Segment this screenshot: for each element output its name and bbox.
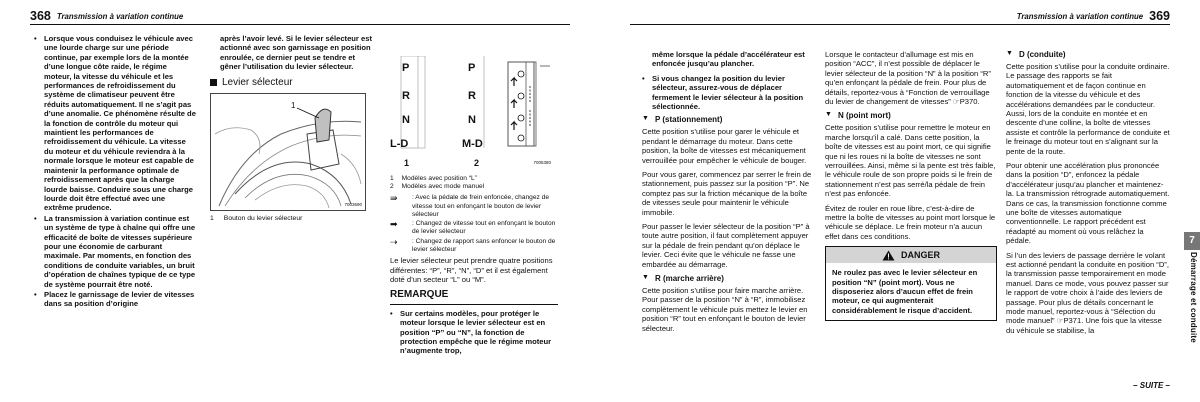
left-header — [30, 6, 183, 22]
chapter-tab: 7 — [1184, 232, 1200, 250]
pattern1-p: P — [402, 62, 410, 74]
paragraph: Évitez de rouler en roue libre, c’est-à-dire de mettre la boîte de vitesses au point mort lorsque le véhicule se déplace. Le frein moteur n’a aucun effet dans ces conditions. — [825, 203, 996, 241]
left-running-title: Transmission à variation continue — [56, 12, 184, 22]
pattern2-p: P — [468, 62, 476, 74]
left-col-2 — [210, 34, 376, 223]
subsection-n: ▼ N (point mort) — [825, 111, 891, 121]
subsection-p: ▼ P (stationnement) — [642, 115, 723, 125]
paragraph: Cette position s’utilise pour faire marche arrière. Pour passer de la position “N” à “R”, immobilisez complètement le véhicule puis mettez le levier en position “R” tout en enfonçant le bouton de levier sélecteur. — [642, 285, 808, 333]
pattern1-n: N — [402, 114, 410, 126]
continued-bullet: après l’avoir levé. Si le levier sélecteur est actionné avec son garnissage en position enroulée, ce dernier peut se tendre et gêner l’utilisation du levier sélecteur. — [220, 34, 372, 72]
danger-box — [825, 246, 997, 321]
right-running-title: Transmission à variation continue — [1016, 12, 1144, 22]
right-page-number: 369 — [1149, 8, 1170, 23]
pattern2-n: N — [468, 114, 476, 126]
paragraph: Cette position s’utilise pour la conduite ordinaire. Le passage des rapports se fait automatiquement et de façon continue en fonction de la vitesse du véhicule et des accélérations demandées par le conducteur. Aussi, lors de la conduite en montée et en descente d’une colline, la boîte de vitesses assiste et contrôle la performance de conduite et le freinage du moteur tout en s’alignant sur la pente de la route. — [1006, 61, 1170, 156]
lever-illustration — [211, 94, 366, 211]
triangle-down-icon: ▼ — [825, 111, 832, 119]
right-col-1 — [642, 50, 812, 338]
left-col-3 — [390, 56, 558, 357]
list-item: • Sur certains modèles, pour protéger le moteur lorsque le levier sélecteur est en position “P” ou “N”, la fonction de protection empêche que le régime moteur n’augmente trop, — [390, 308, 552, 356]
paragraph: Le levier sélecteur peut prendre quatre positions différentes: “P”, “R”, “N”, “D” et il est également doté d’un secteur “L” ou “M”. — [390, 256, 553, 284]
paragraph: Lorsque le contacteur d’allumage est mis en position “ACC”, il n’est possible de déplacer le levier sélecteur de la position “N” à la position “R” qu’en enfonçant la pédale de frein. Pour plus de détails, reportez-vous à “Fonction de verrouillage du levier de changement de vitesses” ☞P370. — [825, 50, 991, 107]
continued-marker: – SUITE – — [1133, 381, 1170, 390]
section-title: Levier sélecteur — [210, 77, 376, 89]
figure-caption: 1 Bouton du levier sélecteur — [210, 215, 303, 223]
left-page-number: 368 — [30, 8, 51, 23]
left-header-rule — [30, 24, 570, 25]
figure-code: 7005380 — [533, 160, 551, 165]
list-item: • Si vous changez la position du levier sélecteur, assurez-vous de déplacer fermement le levier sélecteur à la position sélectionnée. — [642, 73, 804, 112]
square-bullet-icon — [210, 79, 217, 86]
left-col-1 — [34, 34, 196, 310]
pattern2-label: 2 — [474, 158, 480, 168]
shift-pattern-captions — [390, 175, 558, 254]
warning-icon — [882, 250, 895, 261]
chapter-label: Démarrage et conduite — [1189, 252, 1198, 343]
legend-row: ⇢ : Changez de rapport sans enfoncer le bouton de levier sélecteur — [390, 236, 556, 253]
subsection-r: ▼ R (marche arrière) — [642, 274, 724, 284]
figure-callout: 1 — [291, 101, 296, 111]
danger-header: DANGER — [826, 247, 996, 263]
pattern2-r: R — [468, 90, 476, 102]
right-page — [630, 0, 1200, 402]
caption-row: 2 Modèles avec mode manuel — [390, 183, 485, 191]
paragraph: Cette position s’utilise pour garer le véhicule et pendant le démarrage du moteur. Dans cette position, la boîte de vitesses est mécaniquement verrouillée pour empêcher le véhicule de bouger. — [642, 127, 807, 165]
caption-row: 1 Modèles avec position “L” — [390, 175, 477, 182]
pattern1-ld: L-D — [390, 138, 409, 150]
legend-row: ➡ : Changez de vitesse tout en enfonçant le bouton de levier sélecteur — [390, 219, 556, 236]
lever-knob-icon — [315, 109, 331, 142]
triangle-down-icon: ▼ — [642, 274, 649, 282]
solid-arrow-icon: ➡ — [390, 219, 398, 230]
pattern1-r: R — [402, 90, 410, 102]
right-col-2 — [825, 50, 997, 321]
pattern1-label: 1 — [404, 158, 410, 168]
right-header-rule — [630, 24, 1170, 25]
paragraph: Si l’un des leviers de passage derrière le volant est actionné pendant la conduite en position “D”, la transmission passe temporairement en mode manuel. Dans ce mode, vous pouvez passer sur le rapport de votre choix à l’aide des leviers de passage. Pour plus de détails concernant le mode manuel, reportez-vous à “Sélection du mode manuel” ☞P371. Une fois que la vitesse du véhicule se stabilise, la — [1006, 250, 1169, 335]
shift-pattern-figure — [390, 56, 555, 171]
double-arrow-icon: ⇛ — [390, 193, 398, 204]
pattern2-md: M-D — [462, 138, 483, 150]
selector-lever-figure — [210, 93, 366, 211]
paragraph: Cette position s’utilise pour remettre le moteur en marche lorsqu’il a calé. Dans cette position, la boîte de vitesses est au point mort, ce qui signifie que ni les roues ni la boîte de vitesses ne sont verrouillées. Ainsi, même si la pente est très faible, le véhicule roule de son propre poids si le frein de stationnement n’est pas serré/la pédale de frein n’est pas enfoncée. — [825, 123, 996, 199]
continued-bullet: même lorsque la pédale d’accélérateur est enfoncée jusqu’au plancher. — [652, 50, 805, 69]
dashed-arrow-icon: ⇢ — [390, 236, 398, 247]
legend-row: ⇛ : Avec la pédale de frein enfoncée, changez de vitesse tout en enfonçant le bouton de levier sélecteur — [390, 193, 549, 218]
list-item: • Lorsque vous conduisez le véhicule avec une lourde charge sur une période continue, par exemple lors de la montée d’une longue côte raide, le régime moteur, la vitesse du véhicule et les performances de refroidissement du système de climatiseur peuvent être réduits automatiquement. Il ne s’agit pas d’une anomalie. Ce phénomène résulte de la fonction de contrôle du moteur qui maintient les performances de refroidissement du véhicule. La vitesse du moteur et du véhicule reviendra à la normale lorsque le moteur est capable de maintenir la performance optimale de refroidissement après que la charge lourde baisse. Conduire sous une charge lourde doit être effectué avec une extrême prudence. — [34, 34, 196, 213]
paragraph: Pour passer le levier sélecteur de la position “P” à toute autre position, il faut complètement appuyer sur la pédale de frein pendant qu’on déplace le levier. Ceci évite que le véhicule ne fasse une embardée au démarrage. — [642, 222, 810, 269]
danger-text: Ne roulez pas avec le levier sélecteur en position “N” (point mort). Vous ne disposeriez alors d’aucun effet de frein moteur, ce qui augmenterait considérablement le risque d’accident. — [832, 268, 978, 315]
paragraph: Pour vous garer, commencez par serrer le frein de stationnement, puis passez sur la position “P”. Ne comptez pas sur la friction mécanique de la boîte de vitesses seule pour maintenir le véhicule immobile. — [642, 169, 812, 217]
figure-code: 7003690 — [344, 202, 362, 208]
triangle-down-icon: ▼ — [642, 115, 649, 123]
remark-title: REMARQUE — [390, 289, 558, 304]
list-item: • La transmission à variation continue est un système de type à chaîne qui offre une efficacité de boîte de vitesses supérieure pour une économie de carburant maximale. Par moments, en fonction des conditions de conduite variables, un bruit d’opération de chaînes typique de ce type de système pourrait être noté. — [34, 213, 196, 289]
list-item: • Placez le garnissage de levier de vitesses dans sa position d’origine — [34, 289, 195, 309]
subsection-d: ▼ D (conduite) — [1006, 50, 1066, 59]
paragraph: Pour obtenir une accélération plus prononcée dans la position “D”, enfoncez la pédale d’accélérateur jusqu’au plancher et maintenez-la. La transmission rétrograde automatiquement. Dans ce cas, la transmission fonctionne comme une boîte de vitesses automatique conventionnelle. Le rapport précédent est réadapté au moment où vous relâchez la pédale. — [1006, 160, 1170, 246]
right-header — [1017, 6, 1170, 22]
left-page — [0, 0, 570, 402]
right-col-3 — [1006, 50, 1170, 340]
triangle-down-icon: ▼ — [1006, 50, 1013, 57]
